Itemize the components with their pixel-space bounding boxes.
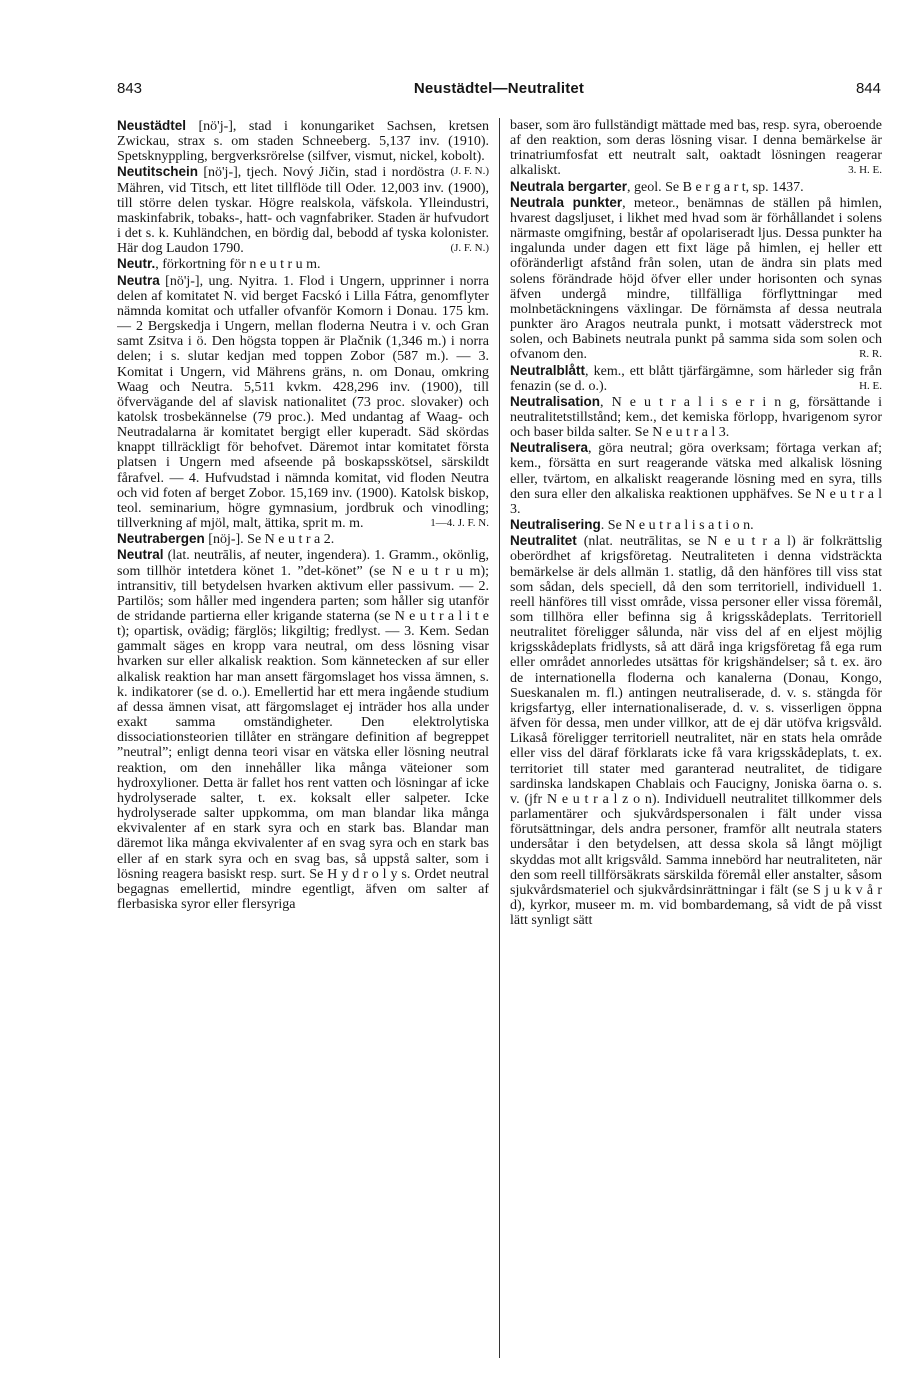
author-signature: 1—4. J. F. N. bbox=[430, 517, 489, 530]
headword: Neutral bbox=[117, 547, 164, 563]
entry-neutralisation bbox=[510, 394, 882, 440]
entry-neutralisera bbox=[510, 440, 882, 517]
headword: Neutralisation bbox=[510, 393, 601, 409]
page-number-left: 843 bbox=[117, 80, 143, 97]
entry-neutra bbox=[117, 273, 489, 532]
author-signature: H. E. bbox=[859, 379, 882, 392]
entry-text: (lat. neutrālis, af neuter, ingendera). 1. Gramm., okönlig, som tillhör intetdera könet 1. ”det-könet” (se N e u t r u m); intransitiv, till betydelsen hvarken aktivum eller passivum. — 2. Partilös; som håller med ingendera parten; som håller sig utanför de stridande partierna eller krigande staterna (se N e u t r a l i t e t); opartisk, ovädig; färglös; likgiltig; fredlyst. — 3. Kem. Sedan gammalt säges en kropp vara neutral, om dess lösning visar hvarken sur eller alkalisk reaktion. Som kännetecken af sur eller alkalisk reaktion har man ansett färgomslaget hos vissa ämnen, s. k. indikatorer (se d. o.). Emellertid har ett mera ingående studium af dessa ämnen visat, att färgomslaget ej inträder hos alla under exakt samma omständigheter. Den elektrolytiska dissociationsteorien tillåter en strängare definition af begreppet ”neutral”; enligt denna teori visar en vätska eller lösning neutral reaktion, om den innehåller lika många väteioner som hydroxylioner. Detta är fallet hos rent vatten och lösningar af icke hydrolyserade salter, t. ex. koksalt eller salpeter. Icke hydrolyserade salter uppkomma, om man blandar lika många ekvivalenter af en stark syra och en stark bas. Blandar man däremot lika många ekvivalenter af en svag syra och en stark bas eller af en stark syra och en svag bas, så uppstå salter, som i lösning reagera basiskt resp. surt. Se H y d r o l y s. Ordet neutral begagnas emellertid, mindre egentligt, äfven om salter af flerbasiska syror eller flersyriga bbox=[117, 548, 489, 912]
headword: Neutrala bergarter bbox=[510, 178, 628, 194]
running-title: Neustädtel—Neutralitet bbox=[413, 80, 585, 97]
page-header bbox=[117, 80, 881, 102]
entry-text: , N e u t r a l i s e r i n g, försättande i neutralitetstillstånd; kem., det kemiska förlopp, hvarigenom syror och baser bilda salter. Se N e u t r a l 3. bbox=[510, 394, 882, 441]
author-signature: (J. F. N.) bbox=[450, 165, 489, 178]
entry-text: , geol. Se B e r g a r t, sp. 1437. bbox=[627, 179, 804, 195]
page-number-right: 844 bbox=[855, 80, 881, 97]
headword: Neutr. bbox=[117, 256, 156, 272]
headword: Neutrala punkter bbox=[510, 194, 623, 210]
author-signature: (J. F. N.) bbox=[450, 242, 489, 255]
headword: Neustädtel bbox=[117, 118, 187, 133]
author-signature: R. R. bbox=[859, 348, 882, 361]
entry-text: , kem., ett blått tjärfärgämne, som härleder sig från fenazin (se d. o.). bbox=[510, 363, 882, 394]
entry-text: [nöj-]. Se N e u t r a 2. bbox=[204, 532, 335, 548]
headword: Neutralblått bbox=[510, 362, 586, 378]
entry-text: , förkortning för n e u t r u m. bbox=[155, 257, 321, 273]
headword: Neutralisera bbox=[510, 440, 589, 456]
entry-neutr bbox=[117, 256, 489, 272]
right-column bbox=[510, 118, 882, 1358]
entry-neutral bbox=[117, 547, 489, 912]
entry-neutralblatt bbox=[510, 363, 882, 394]
headword: Neutitschein bbox=[117, 164, 199, 180]
entry-neutral-continued bbox=[510, 118, 882, 179]
entry-neutralitet bbox=[510, 533, 882, 928]
headword: Neutralitet bbox=[510, 533, 577, 549]
entry-text: . Se N e u t r a l i s a t i o n. bbox=[600, 518, 754, 534]
entry-text: (nlat. neutrālitas, se N e u t r a l) är folkrättslig oberördhet af krigsföretag. Neutraliteten i denna vidsträckta bemärkelse är dels allmän 1. statlig, då den hänföres till viss stat som sådan, dels speciell, då den som territoriell, individuell 1. reell hänföres till visst område, vissa personer eller vissa föremål, som tillhöra eller befinna sig å krigsskådeplats. Territoriell neutralitet föreligger sålunda, när viss del af en eljest möjlig krigsskådeplats fridlysts, så att därå inga krigsföretag få ega rum eller området annorledes utsättas för krigshändelser; så t. ex. äro de internationella floderna och kanalerna (Donau, Kongo, Sueskanalen m. fl.) antingen neutraliserade, d. v. s. stängda för krigsfartyg, eller internationaliserade, d. v. s. visserligen öppna äfven för dessa, men under villkor, att de ej där utöfva krigsvåld. Likaså föreligger territoriell neutralitet, när en stats hela område eller viss del däraf förklarats icke få vara krigsskådeplats, t. ex. territoriet till stater med garanterad neutralitet, de tidigare sardinska landskapen Chablais och Faucigny, Joniska öarna o. s. v. (jfr N e u t r a l z o n). Individuell neutralitet tillkommer dels parlamentärer och sjukvårdspersonalen i fält under vissa förutsättningar, dels andra personer, framför allt neutrala staters undersåtar i den betydelsen, att dessa skola så långt möjligt skyddas mot allt krigsvåld. Samma innebörd har neutraliteten, när den som reell tillförsäkrats särskilda föremål eller anstalter, såsom sjukvårdsmateriel och sjukvårdsinrättningar i fält (se S j u k v å r d), kyrkor, museer m. m. vid bombardemang, så vidt de på visst lätt synligt sätt bbox=[510, 534, 882, 929]
entry-neutrala-bergarter bbox=[510, 179, 882, 195]
entry-neutitschein bbox=[117, 164, 489, 256]
entry-neutrala-punkter bbox=[510, 195, 882, 363]
headword: Neutra bbox=[117, 272, 160, 288]
entry-text: [nö'j-], tjech. Nový Jičin, stad i nordöstra Mähren, vid Titsch, ett litet tillflöde till Oder. 12,003 inv. (1900), till större delen tyskar. Högre realskola, väfskola. Ylleindustri, maskinfabrik, tobaks-, hatt- och vagnfabriker. Staden är hufvudort i det s. k. Kuhländchen, en bördig dal, bebodd af tyska kolonister. Här dog Laudon 1790. bbox=[117, 165, 489, 257]
entry-neutralisering bbox=[510, 517, 882, 533]
entry-neutrabergen bbox=[117, 531, 489, 547]
left-column bbox=[117, 118, 489, 1358]
column-divider bbox=[499, 118, 500, 1358]
headword: Neutrabergen bbox=[117, 531, 205, 547]
headword: Neutralisering bbox=[510, 517, 601, 533]
entry-text: baser, som äro fullständigt mättade med bas, resp. syra, oberoende af den reaktion, som deras lösning visar. I denna bemärkelse är trinatriumfosfat ett neutralt salt, oaktadt lösningen reagerar alkaliskt. bbox=[510, 118, 882, 179]
entry-text: [nö'j-], ung. Nyitra. 1. Flod i Ungern, upprinner i norra delen af komitatet N. vid berget Facskó i Lilla Fátra, genomflyter nämnda komitat och utfaller ofvanför Komorn i Donau. 175 km. — 2 Bergskedja i Ungern, mellan floderna Neutra i v. och Gran samt Zsitva i ö. Den högsta toppen är Plačnik (1,346 m.) i norra delen; i s. slutar kedjan med toppen Zobor (587 m.). — 3. Komitat i Ungern, vid Mährens gräns, n. om Donau, omkring Waag och Neutra. 5,511 kvkm. 428,296 inv. (1900), till öfvervägande del af slavisk nationalitet (73 proc. slovaker) och katolsk trosbekännelse (79 proc.). Med undantag af Waag- och Neutradalarna är komitatet bergigt eller kuperadt. Säd skördas knappt tillräckligt för behofvet. Däremot intar komitatet första platsen i Ungern med afseende på boskapsskötsel, särskildt fårafvel. — 4. Hufvudstad i nämnda komitat, vid floden Neutra och vid foten af berget Zobor. 15,169 inv. (1900). Katolsk biskop, teol. seminarium, högre gymnasium, jordbruk och vinodling; tillverkning af mjöl, malt, ättika, sprit m. m. bbox=[117, 273, 489, 532]
entry-text: , meteor., benämnas de ställen på himlen, hvarest dagsljuset, i likhet med hvad som är förhållandet i solens närmaste omgifning, består af opolariseradt ljus. Dessa punkter ha ingalunda under dagen ett fixt läge på himlen, ej heller ett oföränderligt afstånd från solen, utan de ändra sin plats med solens förändrade höjd öfver eller under horisonten och synas äfven undergå mindre, tillfälliga förflyttningar med molnbetäckningens växlingar. De förnämsta af dessa neutrala punkter äro Aragos neutrala punkt, i motsatt väderstreck mot solen, och Babinets neutrala punkt på samma sida som solen och ofvanom den. bbox=[510, 195, 882, 363]
entry-text: , göra neutral; göra overksam; förtaga verkan af; kem., försätta en surt reagerande vätska med alkalisk lösning eller, tvärtom, en alkaliskt reagerande lösning med en syra, tills den sura eller den alkaliska reaktionen upphäfves. Se N e u t r a l 3. bbox=[510, 441, 882, 517]
entry-text: [nö'j-], stad i konungariket Sachsen, kretsen Zwickau, strax s. om staden Schneeberg. 5,137 inv. (1910). Spetsknyppling, bergverksrörelse (silfver, vismut, nickel, kobolt). bbox=[117, 119, 489, 165]
author-signature: 3. H. E. bbox=[848, 164, 882, 177]
